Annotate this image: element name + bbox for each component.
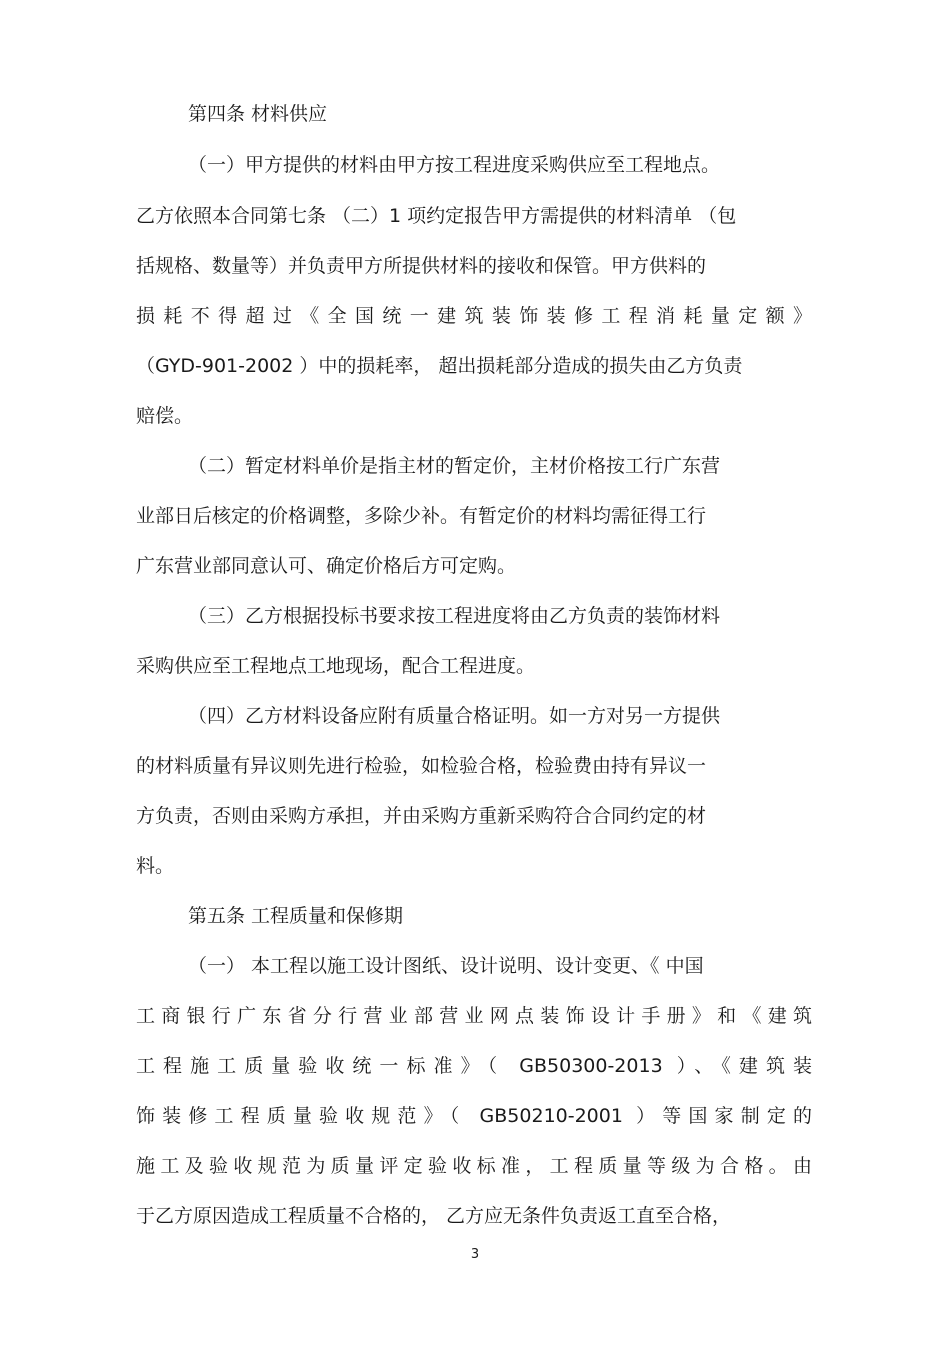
text-line: （三）乙方根据投标书要求按工程进度将由乙方负责的装饰材料 [188, 605, 721, 627]
text-line: 括规格、数量等）并负责甲方所提供材料的接收和保管。甲方供料的 [136, 255, 707, 277]
text-line: 赔偿。 [136, 405, 194, 427]
text-line: （一）甲方提供的材料由甲方按工程进度采购供应至工程地点。 [188, 154, 721, 176]
text-line: （四）乙方材料设备应附有质量合格证明。如一方对另一方提供 [188, 705, 721, 727]
article-4-heading: 第四条 材料供应 [188, 103, 328, 125]
text-line: 工商银行广东省分行营业部营业网点装饰设计手册》和《建筑 [136, 1005, 812, 1027]
text-line: 采购供应至工程地点工地现场，配合工程进度。 [136, 655, 536, 677]
text-line: （二）暂定材料单价是指主材的暂定价，主材价格按工行广东营 [188, 455, 721, 477]
article-5-heading: 第五条 工程质量和保修期 [188, 905, 404, 927]
text-line: 工程施工质量验收统一标准》（ GB50300-2013 ）、《建筑装 [136, 1055, 812, 1077]
text-line: 业部日后核定的价格调整，多除少补。有暂定价的材料均需征得工行 [136, 505, 707, 527]
text-line: 损耗不得超过《全国统一建筑装饰装修工程消耗量定额》 [136, 305, 812, 327]
text-line: 广东营业部同意认可、确定价格后方可定购。 [136, 555, 517, 577]
text-line: 的材料质量有异议则先进行检验，如检验合格，检验费由持有异议一 [136, 755, 707, 777]
page-number: 3 [470, 1247, 480, 1262]
text-line: 乙方依照本合同第七条 （二）1 项约定报告甲方需提供的材料清单 （包 [136, 205, 737, 227]
text-line: （一） 本工程以施工设计图纸、设计说明、设计变更、《 中国 [188, 955, 704, 977]
text-line: 施工及验收规范为质量评定验收标准，工程质量等级为合格。由 [136, 1155, 812, 1177]
text-line: 于乙方原因造成工程质量不合格的， 乙方应无条件负责返工直至合格， [136, 1205, 732, 1227]
text-line: 方负责，否则由采购方承担，并由采购方重新采购符合合同约定的材 [136, 805, 707, 827]
text-line: 饰装修工程质量验收规范》（ GB50210-2001 ）等国家制定的 [136, 1105, 812, 1127]
text-line: 料。 [136, 855, 175, 877]
text-line: （GYD-901-2002 ）中的损耗率， 超出损耗部分造成的损失由乙方负责 [136, 355, 743, 377]
